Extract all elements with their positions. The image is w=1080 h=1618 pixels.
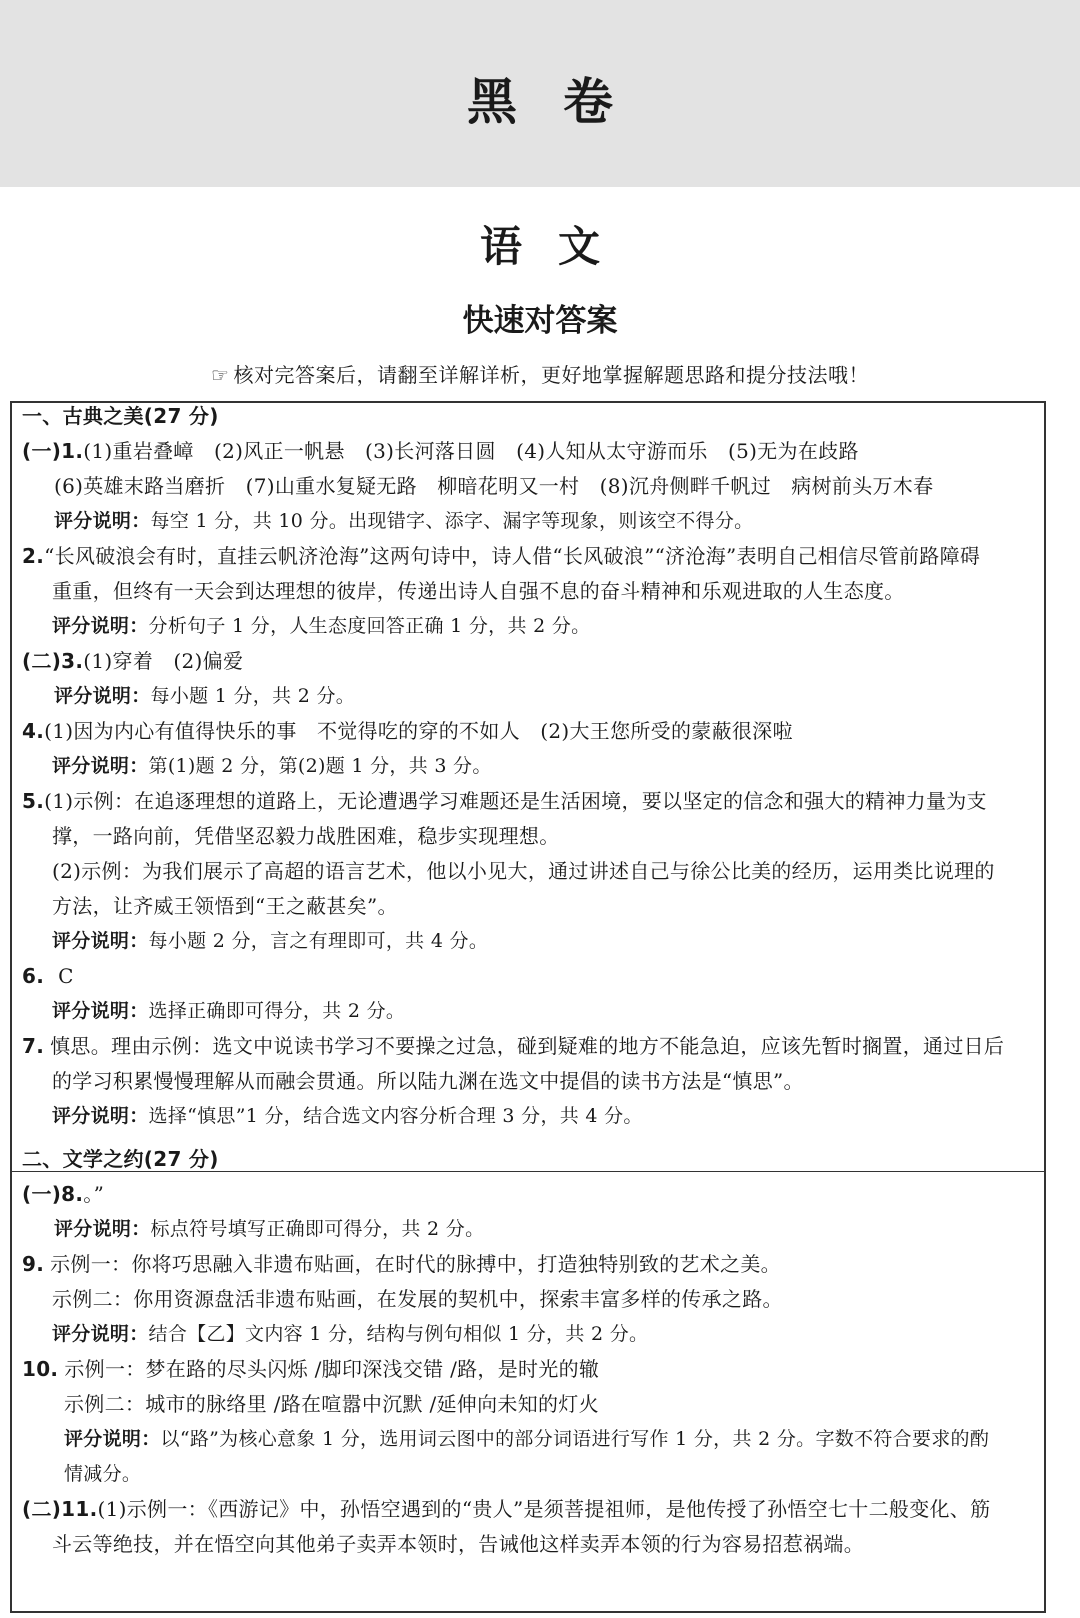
answer-line xyxy=(22,713,793,749)
answer-line xyxy=(22,958,74,994)
answer-line xyxy=(22,643,243,679)
section-heading-1: 一、古典之美(27 分) xyxy=(22,404,219,428)
tip-line xyxy=(0,358,1080,392)
answer-line xyxy=(22,1246,781,1282)
answer-line xyxy=(22,538,980,574)
section-heading-2: 二、文学之约(27 分) xyxy=(22,1147,219,1171)
answer-text: (1)重岩叠嶂 (2)风正一帆悬 (3)长河落日圆 (4)人知从太守游而乐 (5)无为在歧路 xyxy=(83,439,859,463)
scoring-note: 评分说明：选择“慎思”1 分，结合选文内容分析合理 3 分，共 4 分。 xyxy=(52,1105,643,1127)
question-number: 6. xyxy=(22,964,45,988)
tip-text: 核对完答案后，请翻至详解详析，更好地掌握解题思路和提分技法哦！ xyxy=(233,363,869,387)
scoring-note: 评分说明：每小题 1 分，共 2 分。 xyxy=(54,685,356,707)
answer-line xyxy=(22,783,987,819)
answer-line: 示例二：你用资源盘活非遗布贴画，在发展的契机中，探索丰富多样的传承之路。 xyxy=(52,1287,783,1311)
scoring-note: 评分说明：每小题 2 分，言之有理即可，共 4 分。 xyxy=(52,930,489,952)
answer-line: 斗云等绝技，并在悟空向其他弟子卖弄本领时，告诫他这样卖弄本领的行为容易招惹祸端。 xyxy=(52,1532,864,1556)
header-banner xyxy=(0,0,1080,187)
scoring-note: 评分说明：第(1)题 2 分，第(2)题 1 分，共 3 分。 xyxy=(52,755,492,777)
quick-answer-title: 快速对答案 xyxy=(462,303,618,339)
answer-line: 重重，但终有一天会到达理想的彼岸，传递出诗人自强不息的奋斗精神和乐观进取的人生态度。 xyxy=(52,579,905,603)
answer-line xyxy=(22,1028,1004,1064)
question-number: (二)11. xyxy=(22,1497,98,1521)
answer-line: 方法，让齐威王领悟到“王之蔽甚矣”。 xyxy=(52,894,398,918)
answer-line: 的学习积累慢慢理解从而融会贯通。所以陆九渊在选文中提倡的读书方法是“慎思”。 xyxy=(52,1069,804,1093)
question-number: (一)1. xyxy=(22,439,84,463)
question-number: 4. xyxy=(22,719,45,743)
scoring-note: 评分说明：结合【乙】文内容 1 分，结构与例句相似 1 分，共 2 分。 xyxy=(52,1323,649,1345)
subject-title: 语文 xyxy=(479,222,636,271)
scoring-note: 评分说明：标点符号填写正确即可得分，共 2 分。 xyxy=(54,1218,485,1240)
answer-box xyxy=(10,401,1046,1613)
answer-text: 。” xyxy=(83,1182,105,1206)
scoring-note: 评分说明：以“路”为核心意象 1 分，选用词云图中的部分词语进行写作 1 分，共 2 分。字数不符合要求的酌 xyxy=(64,1428,990,1450)
answer-line xyxy=(22,1176,104,1212)
scoring-note: 评分说明：每空 1 分，共 10 分。出现错字、添字、漏字等现象，则该空不得分。 xyxy=(54,510,754,532)
question-number: 2. xyxy=(22,544,45,568)
question-number: 5. xyxy=(22,789,45,813)
answer-text: (1)因为内心有值得快乐的事 不觉得吃的穿的不如人 (2)大王您所受的蒙蔽很深啦 xyxy=(44,719,793,743)
answer-text: 示例一：你将巧思融入非遗布贴画，在时代的脉搏中，打造独特别致的艺术之美。 xyxy=(50,1252,781,1276)
answer-line xyxy=(22,433,859,469)
answer-text: 示例一：梦在路的尽头闪烁 /脚印深浅交错 /路，是时光的辙 xyxy=(64,1357,600,1381)
scoring-note: 评分说明：选择正确即可得分，共 2 分。 xyxy=(52,1000,406,1022)
question-number: (二)3. xyxy=(22,649,84,673)
pointing-hand-icon: ☞ xyxy=(211,363,230,387)
question-number: 9. xyxy=(22,1252,45,1276)
answer-text: (1)穿着 (2)偏爱 xyxy=(83,649,244,673)
answer-line: 撑，一路向前，凭借坚忍毅力战胜困难，稳步实现理想。 xyxy=(52,824,560,848)
answer-text: C xyxy=(58,964,74,988)
answer-line xyxy=(22,1351,599,1387)
answer-text: “长风破浪会有时，直挂云帆济沧海”这两句诗中，诗人借“长风破浪”“济沧海”表明自己相信尽管前路障碍 xyxy=(44,544,981,568)
scoring-note: 情减分。 xyxy=(64,1463,142,1485)
answer-text: (1)示例一：《西游记》中，孙悟空遇到的“贵人”是须菩提祖师，是他传授了孙悟空七十二般变化、筋 xyxy=(97,1497,991,1521)
banner-title: 黑卷 xyxy=(467,73,659,131)
question-number: 7. xyxy=(22,1034,45,1058)
question-number: 10. xyxy=(22,1357,59,1381)
answer-text: 慎思。理由示例：选文中说读书学习不要操之过急，碰到疑难的地方不能急迫，应该先暂时搁置，通过日后 xyxy=(50,1034,1005,1058)
scoring-note: 评分说明：分析句子 1 分，人生态度回答正确 1 分，共 2 分。 xyxy=(52,615,591,637)
answer-line: 示例二：城市的脉络里 /路在喧嚣中沉默 /延伸向未知的灯火 xyxy=(64,1392,599,1416)
answer-line xyxy=(22,1491,990,1527)
answer-text: (1)示例：在追逐理想的道路上，无论遭遇学习难题还是生活困境，要以坚定的信念和强大的精神力量为支 xyxy=(44,789,987,813)
answer-line: (6)英雄末路当磨折 (7)山重水复疑无路 柳暗花明又一村 (8)沉舟侧畔千帆过 病树前头万木春 xyxy=(54,474,934,498)
question-number: (一)8. xyxy=(22,1182,84,1206)
answer-line: (2)示例：为我们展示了高超的语言艺术，他以小见大，通过讲述自己与徐公比美的经历，运用类比说理的 xyxy=(52,859,995,883)
